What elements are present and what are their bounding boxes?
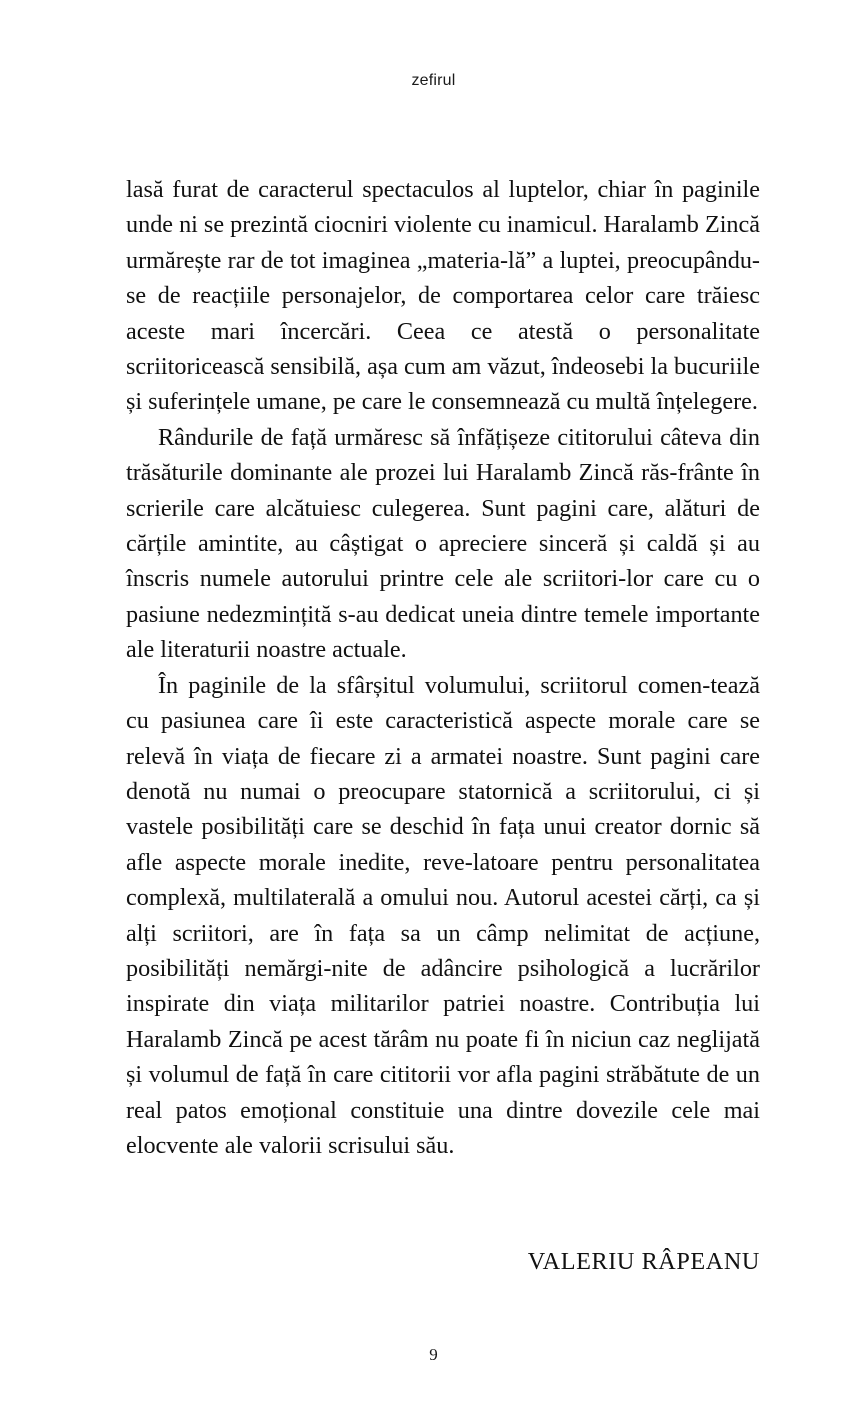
- paragraph: Rândurile de față urmăresc să înfățișeze cititorului câteva din trăsăturile dominante ale prozei lui Haralamb Zincă răs-frânte în scrierile care alcătuiesc culegerea. Sunt pagini care, alături de cărțile amintite, au câștigat o apreciere sinceră și caldă și au înscris numele autorului printre cele ale scriitori-lor care cu o pasiune nedezmințită s-au dedicat uneia dintre temele importante ale literaturii noastre actuale.: [126, 423, 760, 664]
- paragraph: lasă furat de caracterul spectaculos al luptelor, chiar în paginile unde ni se prezintă ciocniri violente cu inamicul. Haralamb Zincă urmărește rar de tot imaginea „materia-lă” a luptei, preocupându-se de reacțiile personajelor, de comportarea celor care trăiesc aceste mari încercări. Ceea ce atestă o personalitate scriitoricească sensibilă, așa cum am văzut, îndeosebi la bucuriile și suferințele umane, pe care le consemnează cu multă înțelegere.: [126, 176, 761, 416]
- running-head: zefirul: [411, 72, 456, 89]
- body-text: [126, 172, 760, 1163]
- page-number: 9: [429, 1345, 438, 1364]
- author-signature: VALERIU RÂPEANU: [527, 1248, 760, 1275]
- paragraph: În paginile de la sfârșitul volumului, scriitorul comen-tează cu pasiunea care îi este caracteristică aspecte morale care se relevă în viața de fiecare zi a armatei noastre. Sunt pagini care denotă nu numai o preocupare statornică a scriitorului, ci și vastele posibilități care se deschid în fața unui creator dornic să afle aspecte morale inedite, reve-latoare pentru personalitatea complexă, multilaterală a omului nou. Autorul acestei cărți, ca și alți scriitori, are în fața sa un câmp nelimitat de acțiune, posibilități nemărgi-nite de adâncire psihologică a lucrărilor inspirate din viața militarilor patriei noastre. Contribuția lui Haralamb Zincă pe acest tărâm nu poate fi în niciun caz neglijată și volumul de față în care cititorii vor afla pagini străbătute de un real patos emoțional constituie una dintre dovezile cele mai elocvente ale valorii scrisului său.: [126, 671, 760, 1159]
